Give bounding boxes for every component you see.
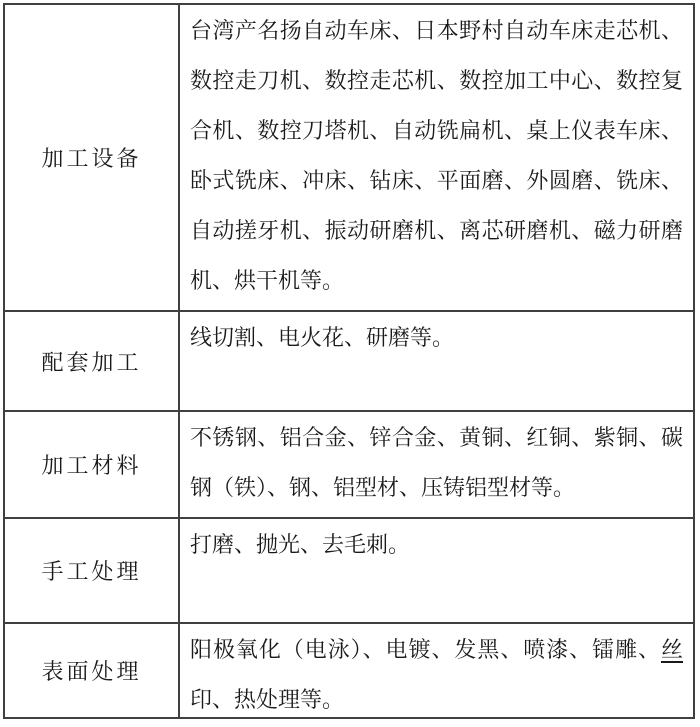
row-label-cell-surface-treatment [5,622,180,717]
row-content: 印、热处理等。 [190,687,345,712]
row-content: 不锈钢、铝合金、锌合金、黄铜、红铜、紫铜、碳钢（铁）、钢、铝型材、压铸铝型材等。 [190,425,683,500]
row-label: 加工材料 [41,453,142,478]
row-label-cell-manual-finishing [5,517,180,622]
row-content-cell-processing-materials [180,410,693,517]
row-content: 阳极氧化（电泳）、电镀、发黑、喷漆、镭雕、 [190,637,661,662]
row-content: 打磨、抛光、去毛刺。 [190,532,411,557]
row-label: 手工处理 [41,559,142,584]
row-label: 表面处理 [41,659,142,684]
row-label-cell-processing-equipment [5,5,180,310]
row-content-cell-surface-treatment [180,622,693,717]
row-label: 加工设备 [41,146,142,171]
row-content: 线切割、电火花、研磨等。 [190,325,455,350]
row-label-cell-supporting-processing [5,310,180,410]
row-label: 配套加工 [41,349,142,375]
row-content: 台湾产名扬自动车床、日本野村自动车床走芯机、数控走刀机、数控走芯机、数控加工中心、数控复合机、数控刀塔机、自动铣扁机、桌上仪表车床、卧式铣床、冲床、钻床、平面磨、外圆磨、铣床、自动搓牙机、振动研磨机、离芯研磨机、磁力研磨机、烘干机等。 [190,18,683,293]
underlined-text: 丝 [660,637,683,662]
row-content-cell-processing-equipment [180,5,693,310]
spec-table [3,3,695,719]
row-label-cell-processing-materials [5,410,180,517]
row-content-cell-supporting-processing [180,310,693,410]
row-content-cell-manual-finishing [180,517,693,622]
